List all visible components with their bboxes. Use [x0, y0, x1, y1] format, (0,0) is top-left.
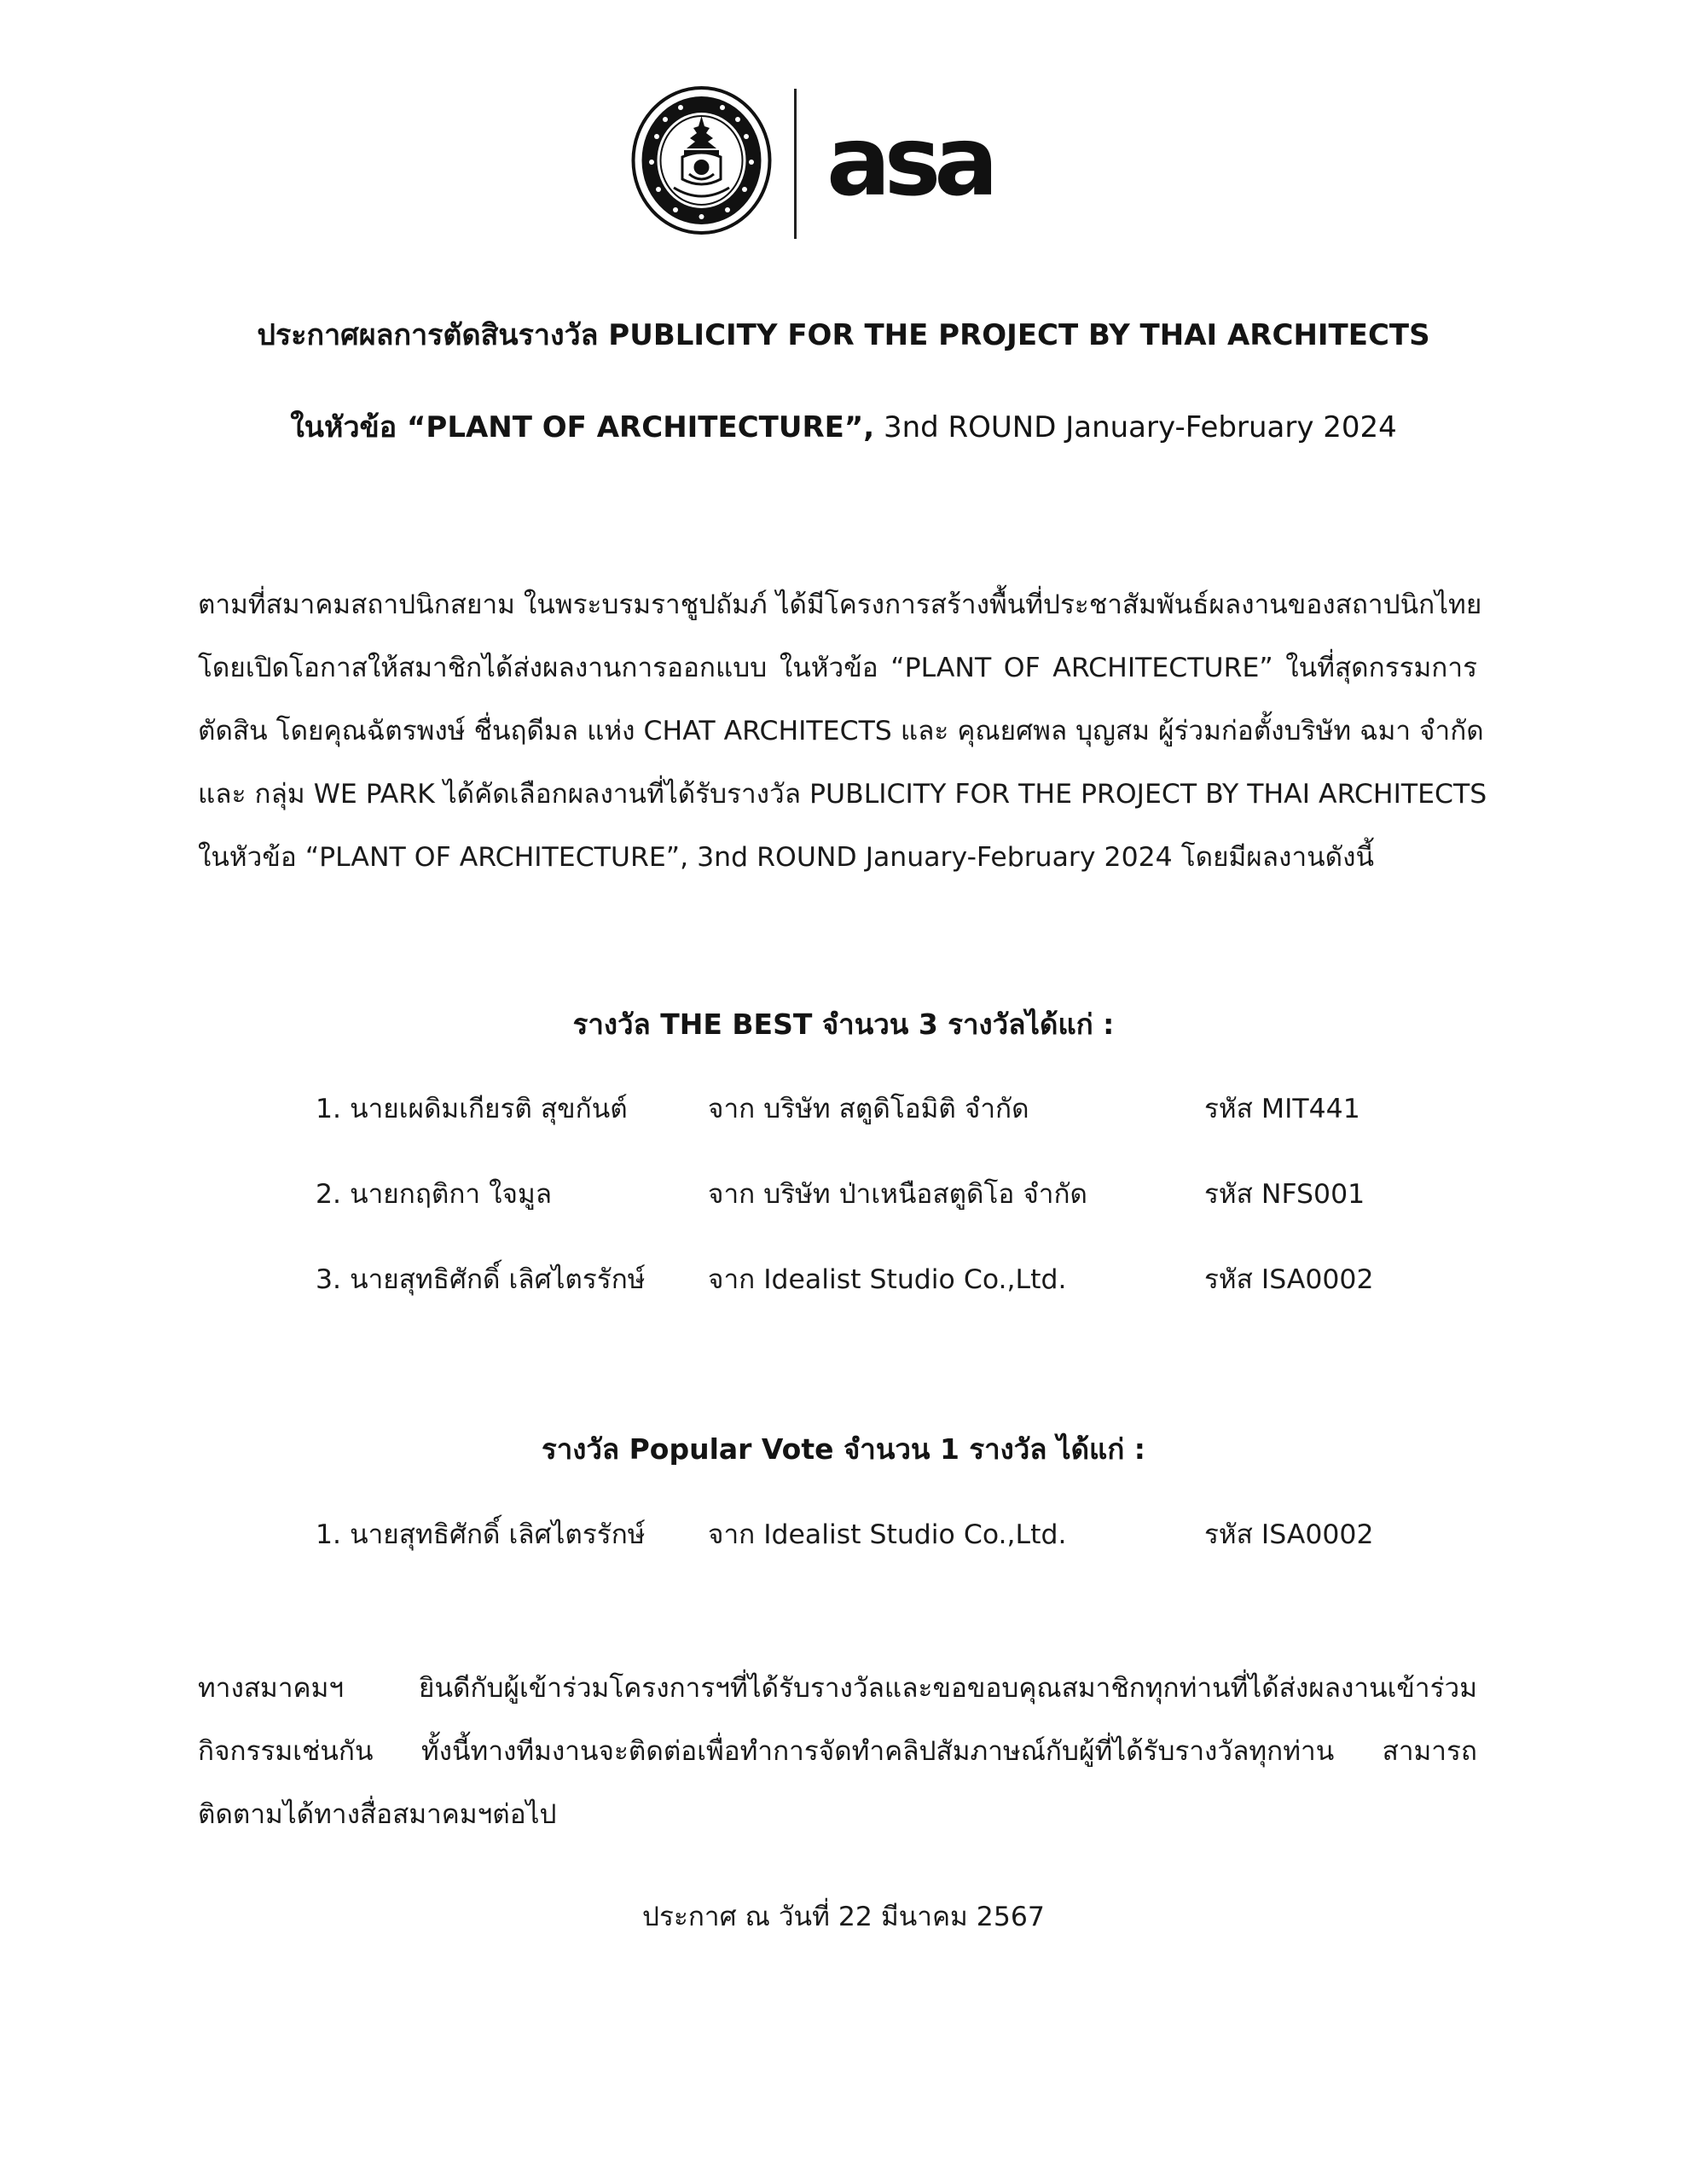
intro-line: ตามที่สมาคมสถาปนิกสยาม ในพระบรมราชูปถัมภ์ ได้มีโครงการสร้างพื้นที่ประชาสัมพันธ์ผลงานของสถาปนิกไทย: [198, 590, 1482, 620]
intro-line: โดยเปิดโอกาสให้สมาชิกได้ส่งผลงานการออกแบบ ในหัวข้อ “PLANT OF ARCHITECTURE” ในที่สุดกรรมการ: [198, 653, 1477, 683]
best-winner-row: [0, 1259, 1687, 1300]
asa-royal-seal-icon: [631, 85, 772, 235]
popular-award-title: รางวัล Popular Vote จำนวน 1 รางวัล ได้แก่ :: [541, 1432, 1145, 1466]
closing-line: กิจกรรมเช่นกัน ทั้งนี้ทางทีมงานจะติดต่อเพื่อทำการจัดทำคลิปสัมภาษณ์กับผู้ที่ได้รับรางวัลทุกท่าน สามารถ: [198, 1736, 1477, 1767]
winner-company: จาก Idealist Studio Co.,Ltd.: [708, 1519, 1067, 1550]
closing-paragraph: [198, 1657, 1477, 1846]
asa-wordmark-logo: [826, 128, 1052, 205]
winner-name: 3. นายสุทธิศักดิ์ เลิศไตรรักษ์: [316, 1264, 646, 1295]
title-round: 3nd ROUND January-February 2024: [874, 410, 1397, 444]
title-line-1: ประกาศผลการตัดสินรางวัล PUBLICITY FOR THE PROJECT BY THAI ARCHITECTS: [257, 318, 1430, 352]
intro-line: และ กลุ่ม WE PARK ได้คัดเลือกผลงานที่ได้รับรางวัล PUBLICITY FOR THE PROJECT BY THAI ARCHITECTS: [198, 779, 1487, 810]
winner-code: รหัส ISA0002: [1204, 1519, 1374, 1550]
announcement-title: [0, 316, 1687, 355]
announcement-date: ประกาศ ณ วันที่ 22 มีนาคม 2567: [642, 1902, 1045, 1932]
header-logos: [631, 84, 1058, 246]
winner-code: รหัส ISA0002: [1204, 1264, 1374, 1295]
winner-company: จาก บริษัท ป่าเหนือสตูดิโอ จำกัด: [708, 1179, 1088, 1210]
closing-line: ติดตามได้ทางสื่อสมาคมฯต่อไป: [198, 1799, 557, 1830]
announcement-subtitle: [0, 408, 1687, 447]
winner-code: รหัส MIT441: [1204, 1094, 1360, 1124]
best-winner-row: [0, 1174, 1687, 1215]
winner-name: 2. นายกฤติกา ใจมูล: [316, 1179, 553, 1210]
logo-divider: [794, 89, 797, 239]
intro-line: ในหัวข้อ “PLANT OF ARCHITECTURE”, 3nd ROUND January-February 2024 โดยมีผลงานดังนี้: [198, 842, 1375, 873]
title-topic: ในหัวข้อ “PLANT OF ARCHITECTURE”,: [290, 410, 875, 444]
intro-paragraph: [198, 573, 1487, 889]
intro-line: ตัดสิน โดยคุณฉัตรพงษ์ ชื่นฤดีมล แห่ง CHAT ARCHITECTS และ คุณยศพล บุญสม ผู้ร่วมก่อตั้งบริษัท ฉมา จำกัด: [198, 716, 1484, 746]
winner-code: รหัส NFS001: [1204, 1179, 1365, 1210]
svg-text:asa: asa: [826, 128, 992, 205]
winner-name: 1. นายเผดิมเกียรติ สุขกันต์: [316, 1094, 628, 1124]
winner-company: จาก บริษัท สตูดิโอมิติ จำกัด: [708, 1094, 1029, 1124]
winner-name: 1. นายสุทธิศักดิ์ เลิศไตรรักษ์: [316, 1519, 646, 1550]
best-winner-row: [0, 1089, 1687, 1130]
popular-winner-row: [0, 1514, 1687, 1555]
closing-line: ทางสมาคมฯ ยินดีกับผู้เข้าร่วมโครงการฯที่ได้รับรางวัลและขอขอบคุณสมาชิกทุกท่านที่ได้ส่งผลงานเข้าร่วม: [198, 1673, 1477, 1704]
best-award-title: รางวัล THE BEST จำนวน 3 รางวัลได้แก่ :: [572, 1008, 1115, 1041]
winner-company: จาก Idealist Studio Co.,Ltd.: [708, 1264, 1067, 1295]
